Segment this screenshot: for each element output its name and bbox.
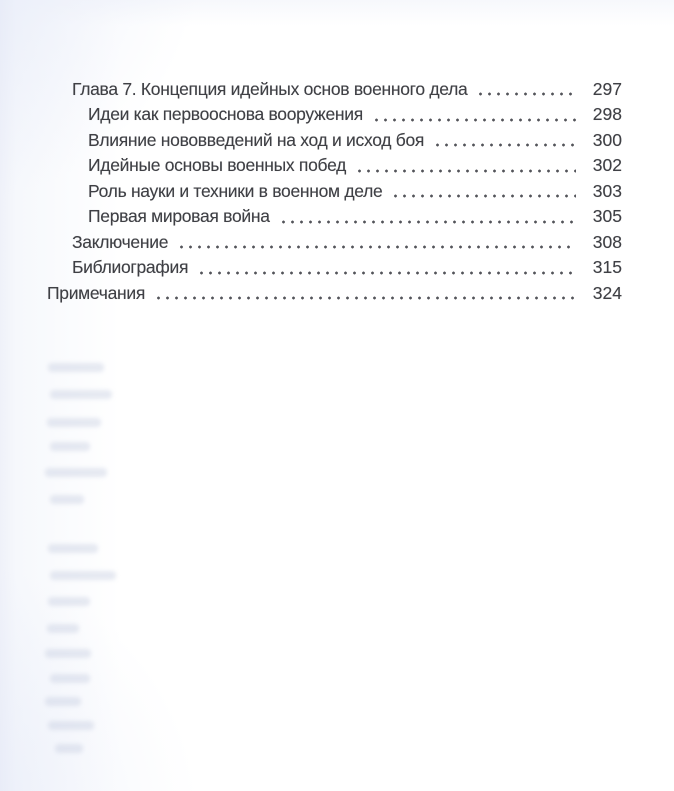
toc-entry-label: Роль науки и техники в военном деле — [88, 180, 383, 201]
toc-row — [0, 153, 674, 178]
toc-entry-label: Библиография — [72, 257, 189, 278]
toc-entry-label: Идеи как первооснова вооружения — [88, 104, 363, 125]
bleedthrough-smudge — [45, 468, 107, 477]
toc-page-number: 303 — [592, 180, 622, 201]
bleedthrough-smudge — [45, 649, 91, 658]
toc-row — [0, 230, 674, 255]
toc-entry-label: Влияние нововведений на ход и исход боя — [88, 129, 425, 150]
dot-leader — [197, 255, 576, 280]
toc-page-number: 315 — [592, 257, 622, 278]
dot-leader — [279, 204, 576, 229]
toc-page-number: 324 — [592, 282, 622, 303]
toc-row — [0, 102, 674, 127]
toc-row — [0, 204, 674, 229]
toc-page-number: 298 — [592, 104, 622, 125]
bleedthrough-smudge — [47, 624, 79, 633]
toc-entry-label: Идейные основы военных побед — [88, 155, 347, 176]
dot-leader — [355, 153, 576, 178]
bleedthrough-smudge — [47, 418, 101, 427]
dot-leader — [154, 281, 576, 306]
dot-leader — [476, 77, 576, 102]
bleedthrough-smudge — [48, 597, 90, 606]
toc-row — [0, 77, 674, 102]
dot-leader — [391, 179, 576, 204]
toc-page-number: 297 — [592, 79, 622, 99]
toc-row — [0, 179, 674, 204]
toc-row — [0, 255, 674, 280]
toc-page-number: 308 — [592, 231, 622, 252]
table-of-contents — [0, 77, 674, 306]
toc-row — [0, 281, 674, 306]
toc-row — [0, 128, 674, 153]
bleedthrough-smudge — [50, 495, 84, 504]
bleedthrough-smudge — [50, 571, 116, 580]
bleedthrough-smudge — [48, 363, 104, 372]
toc-entry-label: Примечания — [47, 282, 146, 303]
bleedthrough-smudge — [45, 697, 81, 706]
bleedthrough-smudge — [55, 744, 83, 753]
toc-entry-label: Заключение — [72, 231, 169, 252]
bleedthrough-smudge — [50, 442, 90, 451]
bleedthrough-smudge — [50, 390, 112, 399]
toc-entry-label: Первая мировая война — [88, 206, 270, 227]
toc-page-number: 300 — [592, 129, 622, 150]
dot-leader — [372, 102, 576, 127]
toc-entry-label: Глава 7. Концепция идейных основ военного дела — [72, 79, 468, 99]
toc-page-number: 305 — [592, 206, 622, 227]
bleedthrough-smudge — [48, 544, 98, 553]
bleedthrough-smudge — [50, 674, 90, 683]
bleedthrough-smudge — [48, 721, 94, 730]
toc-page-number: 302 — [592, 155, 622, 176]
dot-leader — [177, 230, 576, 255]
dot-leader — [433, 128, 576, 153]
